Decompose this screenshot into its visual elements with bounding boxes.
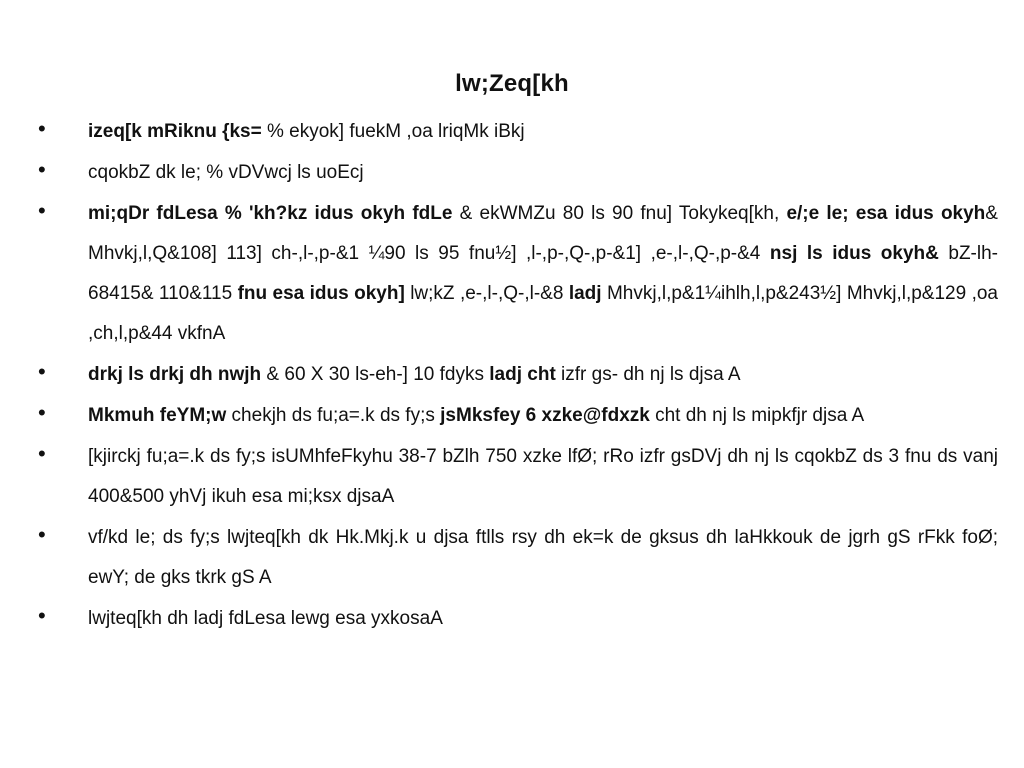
- bullet-dot-icon: •: [38, 198, 46, 223]
- bullet-item: [38, 437, 998, 517]
- bullet-item: [38, 355, 998, 395]
- bullet-bold-text: jsMksfey 6 xzke@fdxzk: [440, 405, 650, 426]
- bullet-dot-icon: •: [38, 603, 46, 628]
- bullet-text: & ekWMZu 80 ls 90 fnu] Tokykeq[kh,: [452, 203, 787, 224]
- slide-title: lw;Zeq[kh: [455, 70, 569, 97]
- bullet-text: chekjh ds fu;a=.k ds fy;s: [226, 405, 441, 426]
- bullet-text: Mhvkj,l,p&1¼ihlh,l,p&243½] Mhvkj,l,p&129 ,oa ,ch,l,p&44 vkfnA: [88, 283, 998, 344]
- bullet-bold-text: mi;qDr fdLesa % 'kh?kz idus okyh fdLe: [88, 203, 453, 224]
- bullet-bold-text: Mkmuh feYM;w: [88, 405, 227, 426]
- bullet-item: [38, 518, 998, 598]
- bullet-text: vf/kd le; ds fy;s lwjteq[kh dk Hk.Mkj.k u djsa ftlls rsy dh ek=k de gksus dh laHkkouk de jgrh gS rFkk foØ; ewY; de gks tkrk gS A: [88, 527, 998, 588]
- bullet-bold-text: nsj ls idus okyh&: [769, 243, 939, 264]
- bullet-bold-text: ladj cht: [489, 364, 556, 385]
- bullet-item: [38, 112, 998, 152]
- bullet-text: lw;kZ ,e-,l-,Q-,l-&8: [404, 283, 569, 304]
- bullet-text: & Mhvkj,l,Q&108] 113] ch-,l-,p-&1 ¼90 ls 95 fnu½] ,l-,p-,Q-,p-&1] ,e-,l-,Q-,p-&4: [88, 203, 998, 264]
- bullet-text: lwjteq[kh dh ladj fdLesa lewg esa yxkosaA: [88, 608, 443, 629]
- bullet-dot-icon: •: [38, 522, 46, 547]
- bullet-item: [38, 153, 998, 193]
- bullet-text: cqokbZ dk le; % vDVwcj ls uoEcj: [88, 162, 364, 183]
- bullet-bold-text: ladj: [568, 283, 602, 304]
- bullet-text: % ekyok] fuekM ,oa lriqMk iBkj: [261, 121, 525, 142]
- bullet-text: izfr gs- dh nj ls djsa A: [555, 364, 741, 385]
- bullet-item: [38, 599, 998, 639]
- bullet-item: [38, 194, 998, 354]
- bullet-text: bZ-lh- 68415& 110&115: [88, 243, 998, 304]
- bullet-item: [38, 396, 998, 436]
- bullet-text: & 60 X 30 ls-eh-] 10 fdyks: [261, 364, 490, 385]
- bullet-dot-icon: •: [38, 400, 46, 425]
- bullet-dot-icon: •: [38, 157, 46, 182]
- bullet-dot-icon: •: [38, 359, 46, 384]
- bullet-bold-text: fnu esa idus okyh]: [237, 283, 405, 304]
- bullet-dot-icon: •: [38, 441, 46, 466]
- bullet-bold-text: drkj ls drkj dh nwjh: [88, 364, 262, 385]
- bullet-text: [kjirckj fu;a=.k ds fy;s isUMhfeFkyhu 38-7 bZlh 750 xzke lfØ; rRo izfr gsDVj dh nj ls cqokbZ ds 3 fnu ds vanj 400&500 yhVj ikuh esa mi;ksx djsaA: [88, 446, 998, 507]
- bullet-dot-icon: •: [38, 116, 46, 141]
- bullet-bold-text: izeq[k mRiknu {ks=: [88, 121, 262, 142]
- bullet-bold-text: e/;e le; esa idus okyh: [786, 203, 986, 224]
- bullet-list: [38, 112, 998, 640]
- bullet-text: cht dh nj ls mipkfjr djsa A: [649, 405, 865, 426]
